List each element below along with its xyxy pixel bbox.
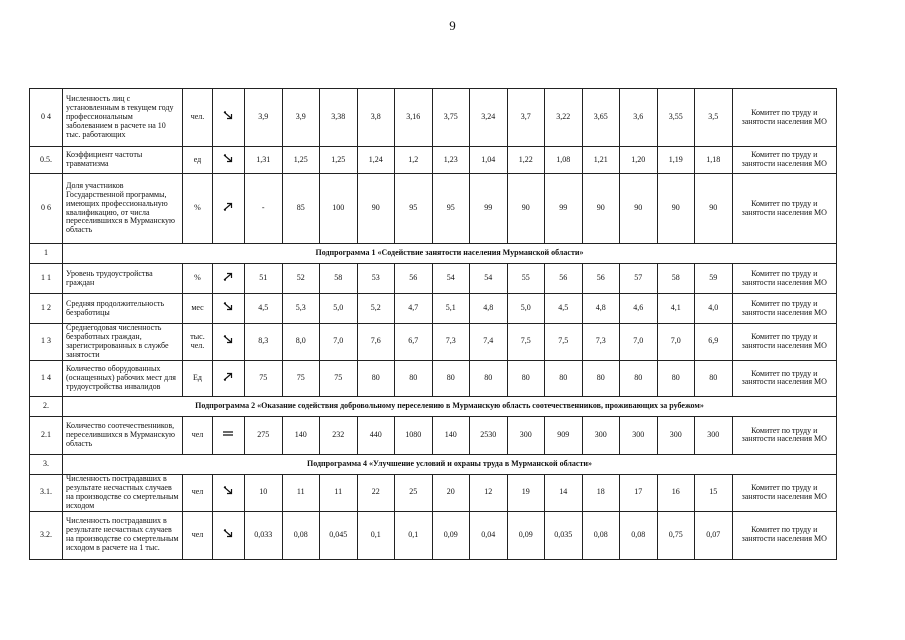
indicator-unit: чел [183,416,213,454]
value-cell: 300 [582,416,620,454]
value-cell: 19 [507,474,545,511]
value-cell: 75 [320,360,358,396]
value-cell: 7,5 [545,324,583,361]
value-cell: 0,08 [282,511,320,559]
value-cell: 54 [470,264,508,294]
value-cell: 1,2 [395,147,433,174]
value-cell: 0,08 [620,511,658,559]
value-cell: 3,7 [507,89,545,147]
value-cell: 4,8 [470,294,508,324]
table-row [30,474,837,511]
value-cell: 1,23 [432,147,470,174]
value-cell: 4,0 [695,294,733,324]
value-cell: 300 [657,416,695,454]
value-cell: 0,035 [545,511,583,559]
value-cell: 95 [395,174,433,244]
value-cell: 140 [282,416,320,454]
value-cell: 3,65 [582,89,620,147]
value-cell: 3,9 [282,89,320,147]
trend-cell [213,416,245,454]
value-cell: 10 [245,474,283,511]
row-code: 0.5. [30,147,63,174]
subprogram-row [30,244,837,264]
value-cell: 25 [395,474,433,511]
table-row [30,416,837,454]
arrow-up-icon [222,272,236,282]
row-code: 1 3 [30,324,63,361]
value-cell: 16 [657,474,695,511]
indicator-unit: ед [183,147,213,174]
value-cell: 17 [620,474,658,511]
value-cell: 14 [545,474,583,511]
value-cell: 75 [245,360,283,396]
value-cell: 5,0 [507,294,545,324]
subprogram-row [30,454,837,474]
arrow-up-icon [222,202,236,212]
arrow-up-icon [222,372,236,382]
responsible-cell: Комитет по труду и занятости населения МО [732,511,837,559]
value-cell: 7,6 [357,324,395,361]
row-code: 3.2. [30,511,63,559]
value-cell: 95 [432,174,470,244]
value-cell: 56 [582,264,620,294]
value-cell: 232 [320,416,358,454]
indicator-unit: чел. [183,89,213,147]
indicator-unit: % [183,174,213,244]
value-cell: 57 [620,264,658,294]
trend-cell [213,474,245,511]
row-code: 1 2 [30,294,63,324]
trend-cell [213,511,245,559]
value-cell: 3,55 [657,89,695,147]
value-cell: 56 [395,264,433,294]
table-row [30,511,837,559]
value-cell: 12 [470,474,508,511]
page-number: 9 [449,18,456,33]
arrow-down-icon [222,154,236,164]
value-cell: 11 [320,474,358,511]
trend-cell [213,174,245,244]
value-cell: 58 [320,264,358,294]
value-cell: 99 [470,174,508,244]
value-cell: 54 [432,264,470,294]
indicator-unit: мес [183,294,213,324]
responsible-cell: Комитет по труду и занятости населения МО [732,147,837,174]
value-cell: 1,22 [507,147,545,174]
value-cell: 85 [282,174,320,244]
value-cell: 90 [507,174,545,244]
responsible-cell: Комитет по труду и занятости населения МО [732,324,837,361]
responsible-cell: Комитет по труду и занятости населения МО [732,416,837,454]
value-cell: 0,1 [357,511,395,559]
indicator-unit: чел [183,511,213,559]
table-row [30,360,837,396]
table-row [30,294,837,324]
row-code: 1 4 [30,360,63,396]
value-cell: 1,08 [545,147,583,174]
value-cell: 15 [695,474,733,511]
value-cell: 4,5 [545,294,583,324]
value-cell: 5,2 [357,294,395,324]
value-cell: 4,6 [620,294,658,324]
subprogram-title: Подпрограмма 4 «Улучшение условий и охраны труда в Мурманской области» [63,454,837,474]
responsible-cell: Комитет по труду и занятости населения МО [732,264,837,294]
value-cell: 3,5 [695,89,733,147]
value-cell: 0,045 [320,511,358,559]
trend-cell [213,147,245,174]
indicator-name: Доля участников Государственной программы, имеющих профессиональную квалификацию, от числа переселившихся в Мурманскую область [63,174,183,244]
table-row [30,264,837,294]
value-cell: 55 [507,264,545,294]
value-cell: 3,6 [620,89,658,147]
arrow-down-icon [222,302,236,312]
table-row [30,89,837,147]
value-cell: 8,3 [245,324,283,361]
value-cell: 1,31 [245,147,283,174]
value-cell: 11 [282,474,320,511]
value-cell: 51 [245,264,283,294]
value-cell: 275 [245,416,283,454]
value-cell: 0,033 [245,511,283,559]
value-cell: 80 [657,360,695,396]
value-cell: 3,16 [395,89,433,147]
indicator-unit: % [183,264,213,294]
value-cell: 90 [582,174,620,244]
value-cell: 75 [282,360,320,396]
value-cell: 5,3 [282,294,320,324]
arrow-down-icon [222,335,236,345]
arrow-down-icon [222,111,236,121]
value-cell: 1,20 [620,147,658,174]
value-cell: 0,07 [695,511,733,559]
trend-cell [213,89,245,147]
value-cell: 20 [432,474,470,511]
table-row [30,174,837,244]
indicator-name: Численность пострадавших в результате несчастных случаев на производстве со смертельным исходом [63,474,183,511]
value-cell: 3,8 [357,89,395,147]
row-code: 1 [30,244,63,264]
value-cell: 80 [357,360,395,396]
value-cell: 0,04 [470,511,508,559]
value-cell: 5,0 [320,294,358,324]
value-cell: 7,3 [432,324,470,361]
table-row [30,324,837,361]
value-cell: 80 [620,360,658,396]
value-cell: 1,04 [470,147,508,174]
value-cell: 90 [695,174,733,244]
table-row [30,147,837,174]
trend-cell [213,264,245,294]
value-cell: 8,0 [282,324,320,361]
trend-cell [213,294,245,324]
value-cell: 90 [657,174,695,244]
row-code: 3.1. [30,474,63,511]
value-cell: 0,09 [432,511,470,559]
value-cell: 3,75 [432,89,470,147]
indicator-name: Численность лиц с установленным в текущем году профессиональным заболеванием в расчете на 10 тыс. работающих [63,89,183,147]
value-cell: 3,24 [470,89,508,147]
value-cell: 80 [582,360,620,396]
subprogram-title: Подпрограмма 2 «Оказание содействия добровольному переселению в Мурманскую область соотечественников, проживающих за рубежом» [63,396,837,416]
value-cell: 90 [620,174,658,244]
indicator-name: Коэффициент частоты травматизма [63,147,183,174]
value-cell: 7,0 [320,324,358,361]
value-cell: 7,4 [470,324,508,361]
row-code: 3. [30,454,63,474]
subprogram-row [30,396,837,416]
value-cell: 7,3 [582,324,620,361]
value-cell: 1,25 [320,147,358,174]
value-cell: - [245,174,283,244]
responsible-cell: Комитет по труду и занятости населения МО [732,474,837,511]
trend-cell [213,324,245,361]
value-cell: 1,24 [357,147,395,174]
value-cell: 58 [657,264,695,294]
row-code: 2. [30,396,63,416]
value-cell: 4,7 [395,294,433,324]
value-cell: 1080 [395,416,433,454]
value-cell: 56 [545,264,583,294]
value-cell: 3,22 [545,89,583,147]
indicator-name: Количество оборудованных (оснащенных) рабочих мест для трудоустройства инвалидов [63,360,183,396]
trend-cell [213,360,245,396]
indicators-table [29,88,837,560]
value-cell: 1,18 [695,147,733,174]
indicator-name: Средняя продолжительность безработицы [63,294,183,324]
value-cell: 52 [282,264,320,294]
value-cell: 4,5 [245,294,283,324]
indicator-unit: Ед [183,360,213,396]
equal-sign-icon [222,429,236,439]
subprogram-title: Подпрограмма 1 «Содействие занятости населения Мурманской области» [63,244,837,264]
arrow-down-icon [222,529,236,539]
value-cell: 7,5 [507,324,545,361]
value-cell: 80 [432,360,470,396]
row-code: 2.1 [30,416,63,454]
value-cell: 1,25 [282,147,320,174]
value-cell: 6,9 [695,324,733,361]
value-cell: 4,1 [657,294,695,324]
responsible-cell: Комитет по труду и занятости населения МО [732,174,837,244]
value-cell: 80 [395,360,433,396]
value-cell: 6,7 [395,324,433,361]
value-cell: 80 [545,360,583,396]
value-cell: 300 [620,416,658,454]
value-cell: 18 [582,474,620,511]
value-cell: 0,1 [395,511,433,559]
value-cell: 0,08 [582,511,620,559]
responsible-cell: Комитет по труду и занятости населения МО [732,294,837,324]
value-cell: 0,09 [507,511,545,559]
value-cell: 0,75 [657,511,695,559]
value-cell: 300 [507,416,545,454]
row-code: 1 1 [30,264,63,294]
value-cell: 59 [695,264,733,294]
value-cell: 3,9 [245,89,283,147]
value-cell: 1,21 [582,147,620,174]
row-code: 0 4 [30,89,63,147]
value-cell: 1,19 [657,147,695,174]
row-code: 0 6 [30,174,63,244]
responsible-cell: Комитет по труду и занятости населения МО [732,360,837,396]
indicator-name: Численность пострадавших в результате несчастных случаев на производстве со смертельным исходом в расчете на 1 тыс. [63,511,183,559]
value-cell: 909 [545,416,583,454]
value-cell: 90 [357,174,395,244]
indicator-name: Среднегодовая численность безработных граждан, зарегистрированных в службе занятости [63,324,183,361]
value-cell: 80 [470,360,508,396]
value-cell: 4,8 [582,294,620,324]
value-cell: 3,38 [320,89,358,147]
value-cell: 53 [357,264,395,294]
value-cell: 100 [320,174,358,244]
value-cell: 99 [545,174,583,244]
indicator-unit: тыс. чел. [183,324,213,361]
indicator-name: Уровень трудоустройства граждан [63,264,183,294]
value-cell: 7,0 [620,324,658,361]
value-cell: 22 [357,474,395,511]
value-cell: 5,1 [432,294,470,324]
indicator-unit: чел [183,474,213,511]
value-cell: 300 [695,416,733,454]
value-cell: 80 [695,360,733,396]
value-cell: 7,0 [657,324,695,361]
responsible-cell: Комитет по труду и занятости населения МО [732,89,837,147]
arrow-down-icon [222,486,236,496]
value-cell: 2530 [470,416,508,454]
value-cell: 80 [507,360,545,396]
value-cell: 140 [432,416,470,454]
value-cell: 440 [357,416,395,454]
indicator-name: Количество соотечественников, переселившихся в Мурманскую область [63,416,183,454]
